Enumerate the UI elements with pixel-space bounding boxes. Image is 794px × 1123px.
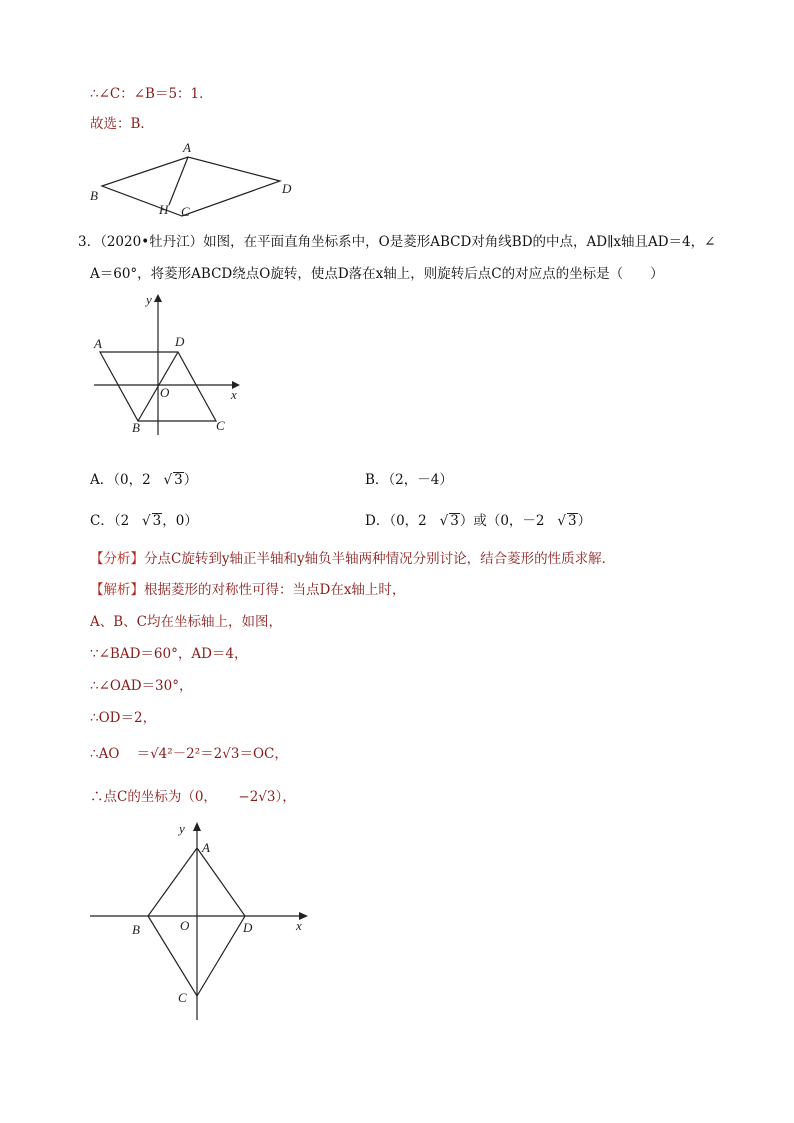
solution-line-2: ∵∠BAD＝60°，AD＝4，: [90, 646, 248, 662]
axis-y: y: [179, 821, 185, 836]
label-D: D: [175, 334, 185, 349]
option-a[interactable]: A．（0，2 √ 3）: [90, 472, 198, 488]
label-B: B: [90, 188, 98, 203]
solution-line-4: ∴OD＝2，: [90, 710, 157, 726]
solution-figure: [88, 818, 318, 1028]
label-C: C: [216, 418, 225, 433]
label-B: B: [132, 420, 140, 435]
analysis-tag: 【分析】: [90, 551, 144, 567]
prev-conclusion: ∴∠C：∠B＝5：1．: [90, 86, 213, 102]
label-D: D: [282, 181, 292, 196]
solution-tag: 【解析】: [90, 582, 144, 598]
solution-line-3: ∴∠OAD＝30°，: [90, 678, 193, 694]
q3-figure: [88, 290, 248, 440]
label-D: D: [243, 920, 253, 935]
axis-x: x: [296, 918, 302, 933]
option-c[interactable]: C．（2 √ 3，0）: [90, 513, 198, 529]
label-A: A: [202, 840, 210, 855]
label-C: C: [178, 990, 187, 1005]
label-O: O: [180, 918, 190, 933]
solution-line-5: ∴AO ＝√4²－2²＝2√3＝OC，: [90, 746, 288, 762]
label-C: C: [181, 204, 190, 219]
solution-line: 【解析】根据菱形的对称性可得：当点D在x轴上时，: [90, 582, 406, 598]
prev-answer: 故选：B．: [90, 116, 154, 132]
label-B: B: [132, 922, 140, 937]
label-A: A: [183, 140, 191, 155]
axis-y: y: [146, 292, 152, 307]
axis-x: x: [231, 387, 237, 402]
analysis-line: 【分析】分点C旋转到y轴正半轴和y轴负半轴两种情况分别讨论，结合菱形的性质求解．: [90, 551, 616, 567]
label-O: O: [160, 385, 170, 400]
solution-line-6: ∴点C的坐标为（0， −2√3），: [90, 789, 296, 805]
option-d[interactable]: D．（0，2 √ 3）或（0，－2 √ 3）: [365, 513, 592, 529]
option-b[interactable]: B．（2，－4）: [365, 472, 453, 488]
q3-stem-line1: 3．（2020•牡丹江）如图，在平面直角坐标系中，O是菱形ABCD对角线BD的中点，AD∥x轴且AD＝4，∠: [78, 234, 716, 250]
solution-line-1: A、B、C均在坐标轴上，如图，: [90, 614, 282, 630]
prev-rhombus-figure: [80, 138, 320, 218]
label-H: H: [159, 202, 169, 217]
q3-stem-line2: A＝60°，将菱形ABCD绕点O旋转，使点D落在x轴上，则旋转后点C的对应点的坐标是（ ）: [90, 266, 664, 282]
label-A: A: [94, 336, 102, 351]
